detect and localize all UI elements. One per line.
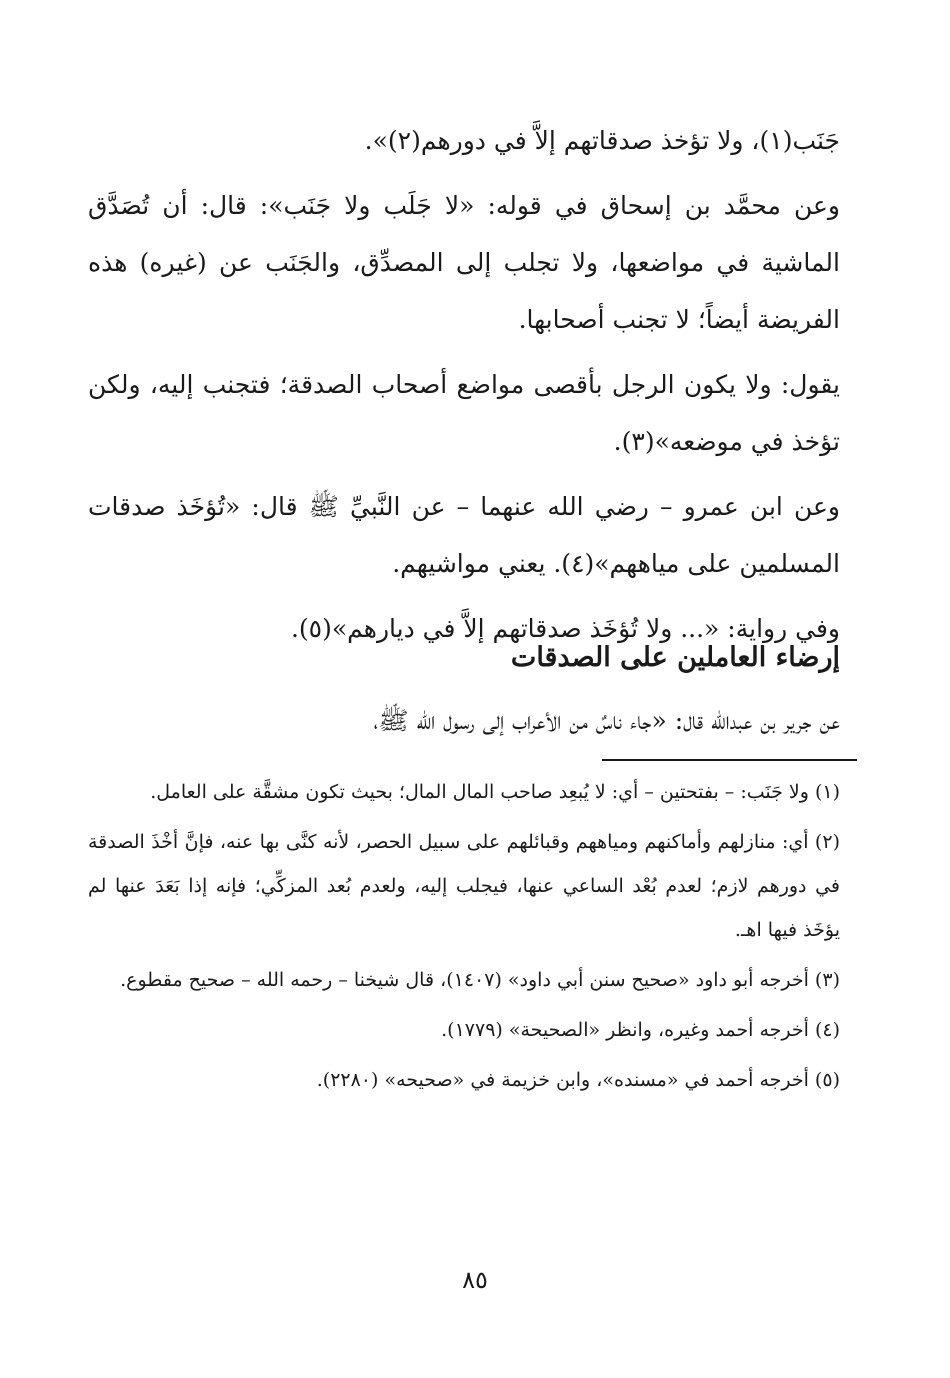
paragraph-1: جَنَب(١)، ولا تؤخذ صدقاتهم إلاَّ في دورهم(٢)». (364, 126, 840, 155)
section-heading-block (88, 638, 840, 678)
paragraph-2: وعن محمَّد بن إسحاق في قوله: «لا جَلَب ولا جَنَب»: قال: أن تُصَدَّق الماشية في مواضعها، ولا تجلب إلى المصدِّق، والجَنَب عن (غيره) هذه الفريضة أيضاً؛ لا تجنب أصحابها. (88, 191, 840, 334)
page-number: ٨٥ (462, 1266, 488, 1294)
footnote-4: (٤) أخرجه أحمد وغيره، وانظر «الصحيحة» (١٧٧٩). (441, 1019, 840, 1041)
footnotes (88, 770, 840, 1102)
paragraph-4: وعن ابن عمرو – رضي الله عنهما – عن النَّبيِّ ﷺ قال: «تُؤخَذ صدقات المسلمين على مياههم»(٤). يعني مواشيهم. (88, 492, 840, 578)
last-paragraph-block (88, 692, 840, 749)
section-heading: إرضاء العاملين على الصدقات (510, 642, 840, 673)
paragraph-5: وفي رواية: «... ولا تُؤخَذ صدقاتهم إلاَّ في ديارهم»(٥). (290, 614, 840, 643)
main-text (88, 112, 840, 657)
footnote-separator (602, 759, 857, 761)
footnote-3: (٣) أخرجه أبو داود «صحيح سنن أبي داود» (١٤٠٧)، قال شيخنا – رحمه الله – صحيح مقطوع. (120, 969, 840, 991)
footnote-2: (٢) أي: منازلهم وأماكنهم ومياههم وقبائلهم على سبيل الحصر، لأنه كنَّى بها عنه، فإنَّ أخْذَ الصدقة في دورهم لازم؛ لعدم بُعْد الساعي عنها، فيجلب إليه، ولعدم بُعد المزكِّي؛ فإنه إذا بَعَدَ عنها لم يؤخَذ فيها اهـ. (88, 831, 840, 941)
paragraph-6: عن جرير بن عبدالله قال: «جاء ناسٌ من الأعراب إلى رسول الله ﷺ، (373, 706, 840, 735)
footnote-5: (٥) أخرجه أحمد في «مسنده»، وابن خزيمة في «صحيحه» (٢٢٨٠). (316, 1069, 840, 1091)
paragraph-3: يقول: ولا يكون الرجل بأقصى مواضع أصحاب الصدقة؛ فتجنب إليه، ولكن تؤخذ في موضعه»(٣). (88, 370, 840, 456)
footnote-1: (١) ولا جَنَب: – بفتحتين – أي: لا يُبعِد صاحب المال المال؛ بحيث تكون مشقَّة على العامل. (150, 781, 840, 803)
